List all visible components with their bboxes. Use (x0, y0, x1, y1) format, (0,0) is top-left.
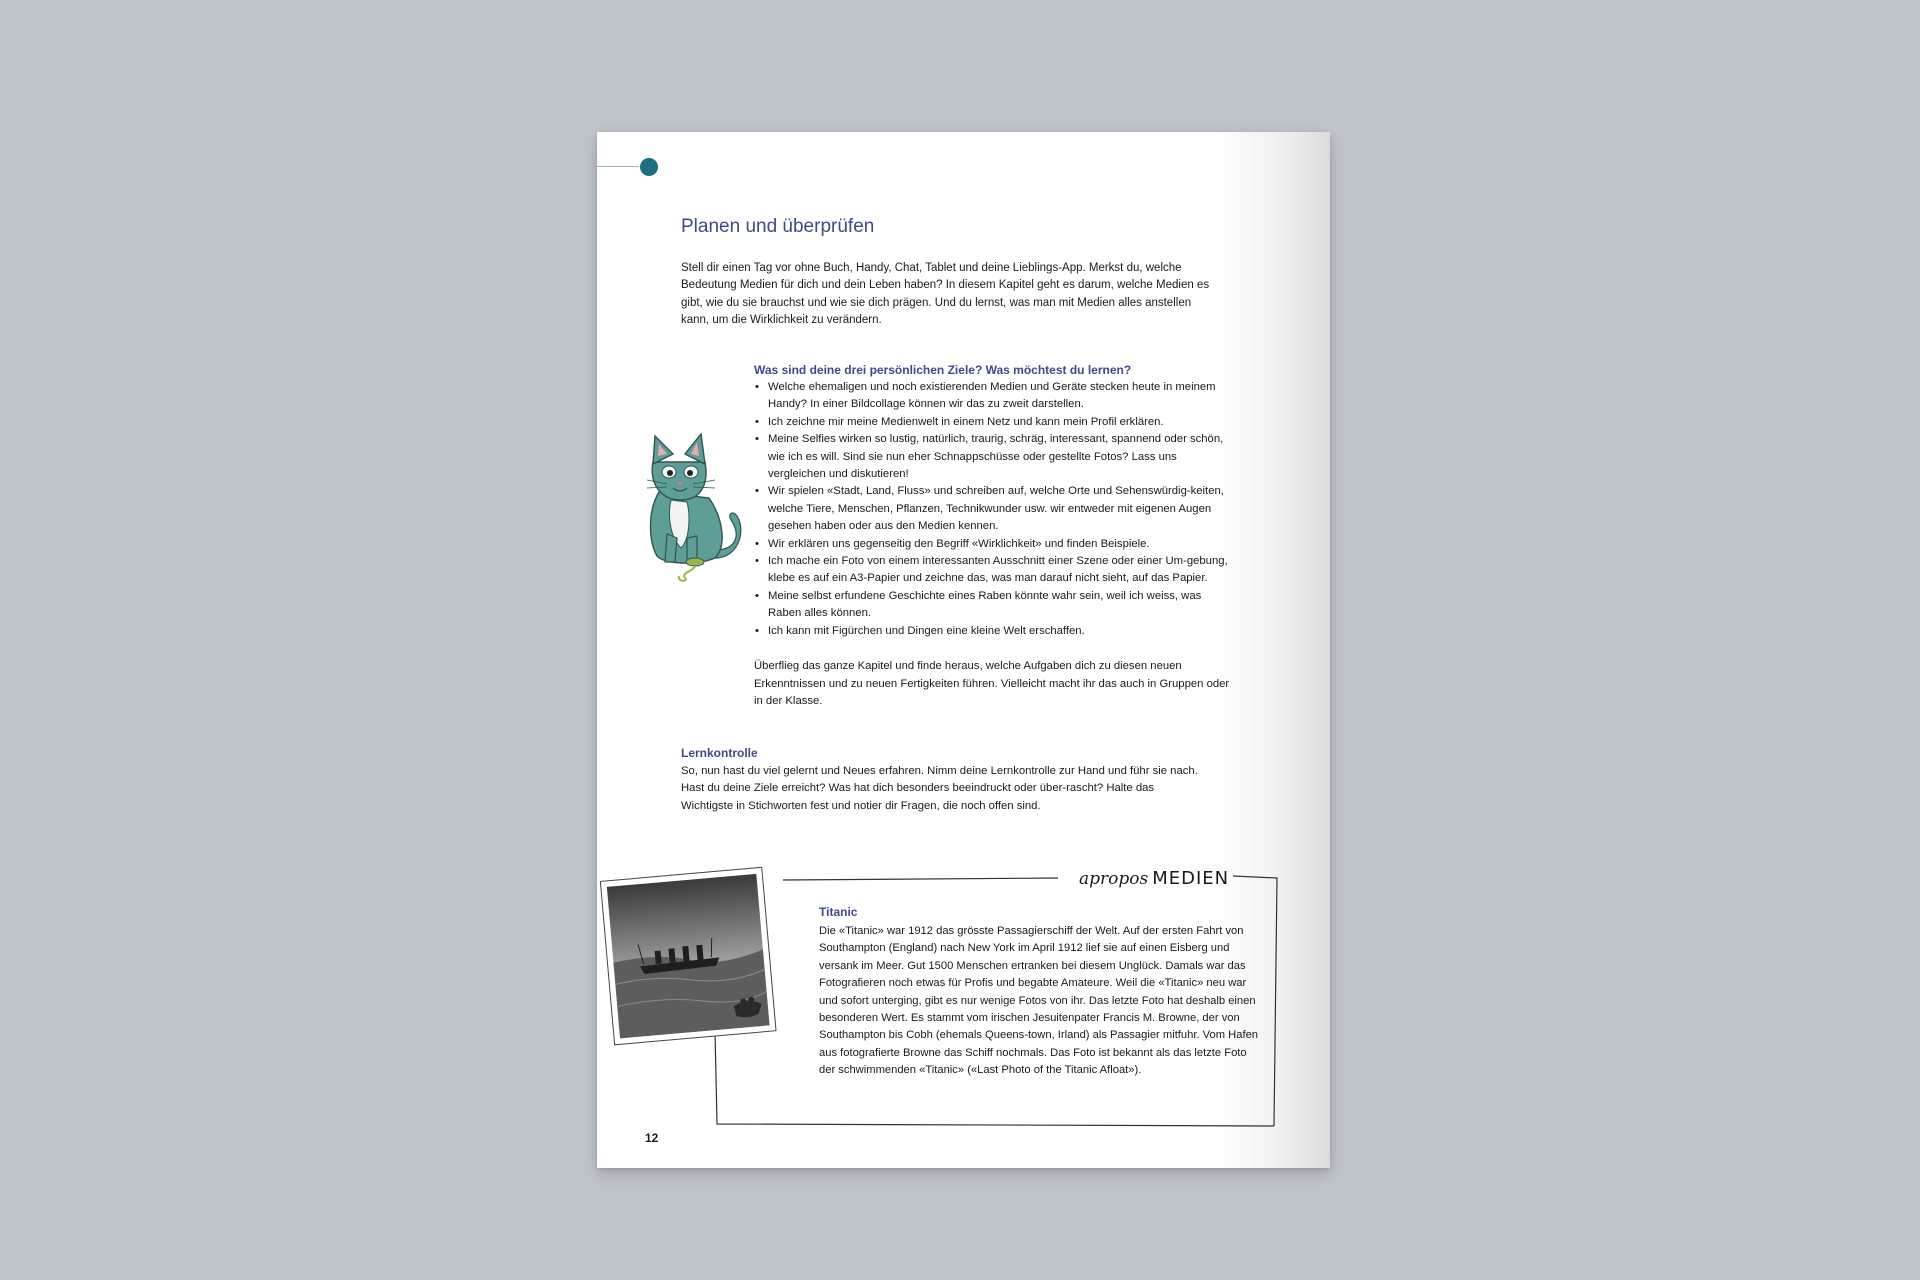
goal-item: • Ich zeichne mir meine Medienwelt in einem Netz und kann mein Profil erklären. (754, 414, 1234, 431)
titanic-heading: Titanic (819, 905, 858, 919)
goal-item: • Meine Selfies wirken so lustig, natürlich, traurig, schräg, interessant, spannend oder schön, wie ich es will. Sind sie nun eher Schnappschüsse oder gestellte Fotos? Lass uns vergleichen und diskutieren! (754, 431, 1234, 483)
lernkontrolle-heading: Lernkontrolle (681, 746, 758, 760)
goal-item: • Wir spielen «Stadt, Land, Fluss» und schreiben auf, welche Orte und Sehenswürdig-keiten, welche Tiere, Menschen, Pflanzen, Technikwunder usw. wir entweder mit eigenen Augen gesehen haben oder aus den Medien kennen. (754, 483, 1234, 535)
goal-item: • Meine selbst erfundene Geschichte eines Raben könnte wahr sein, weil ich weiss, was Raben alles können. (754, 588, 1234, 623)
apropos-label-italic: apropos (1079, 869, 1149, 889)
apropos-label-caps: MEDIEN (1152, 868, 1230, 889)
goal-item: • Ich kann mit Figürchen und Dingen eine kleine Welt erschaffen. (754, 623, 1234, 640)
goal-item: • Ich mache ein Foto von einem interessanten Ausschnitt einer Szene oder einer Um-gebung, klebe es auf ein A3-Papier und zeichne das, was man darauf nicht sieht, auf das Papier. (754, 553, 1234, 588)
page-title: Planen und überprüfen (681, 216, 875, 237)
goal-item: • Welche ehemaligen und noch existierenden Medien und Geräte stecken heute in meinem Handy? In einer Bildcollage können wir das zu zweit darstellen. (754, 379, 1234, 414)
lernkontrolle-text: So, nun hast du viel gelernt und Neues erfahren. Nimm deine Lernkontrolle zur Hand und führ sie nach. Hast du deine Ziele erreicht? Was hat dich besonders beeindruckt oder über-rascht? Halte das Wichtigste in Stichworten fest und notier dir Fragen, die noch offen sind. (681, 765, 1198, 812)
titanic-text: Die «Titanic» war 1912 das grösste Passagierschiff der Welt. Auf der ersten Fahrt von Southampton (England) nach New York im April 1912 lief sie auf einen Eisberg und versank im Meer. Gut 1500 Menschen ertranken bei diesem Unglück. Damals war das Fotografieren noch etwas für Profis und begabte Amateure. Weil die «Titanic» neu war und sofort unterging, gibt es nur wenige Fotos von ihr. Das letzte Foto hat deshalb einen besonderen Wert. Es stammt vom irischen Jesuitenpater Francis M. Browne, der von Southampton bis Cobh (ehemals Queens-town, Irland) als Passagier mitfuhr. Vom Hafen aus fotografierte Browne das Schiff nochmals. Das Foto ist bekannt als das letzte Foto der schwimmenden «Titanic» («Last Photo of the Titanic Afloat»). (819, 925, 1259, 1077)
goals-summary: Überflieg das ganze Kapitel und finde heraus, welche Aufgaben dich zu diesen neuen Erkenntnissen und zu neuen Fertigkeiten führen. Vielleicht macht ihr das auch in Gruppen oder in der Klasse. (754, 660, 1230, 707)
titanic-photo-icon (599, 860, 779, 1048)
goal-item: • Wir erklären uns gegenseitig den Begriff «Wirklichkeit» und finden Beispiele. (754, 536, 1234, 553)
intro-paragraph: Stell dir einen Tag vor ohne Buch, Handy, Chat, Tablet und deine Lieblings-App. Merkst du, welche Bedeutung Medien für dich und dein Leben haben? In diesem Kapitel geht es darum, welche Medien es gibt, wie du sie brauchst und wie sie dich prägen. Und du lernst, was man mit Medien alles anstellen kann, um die Wirklichkeit zu verändern. (681, 262, 1210, 327)
page-number: 12 (645, 1131, 659, 1145)
apropos-label (1079, 868, 1229, 889)
goals-heading: Was sind deine drei persönlichen Ziele? Was möchtest du lernen? (754, 363, 1132, 377)
book-page (597, 132, 1330, 1168)
